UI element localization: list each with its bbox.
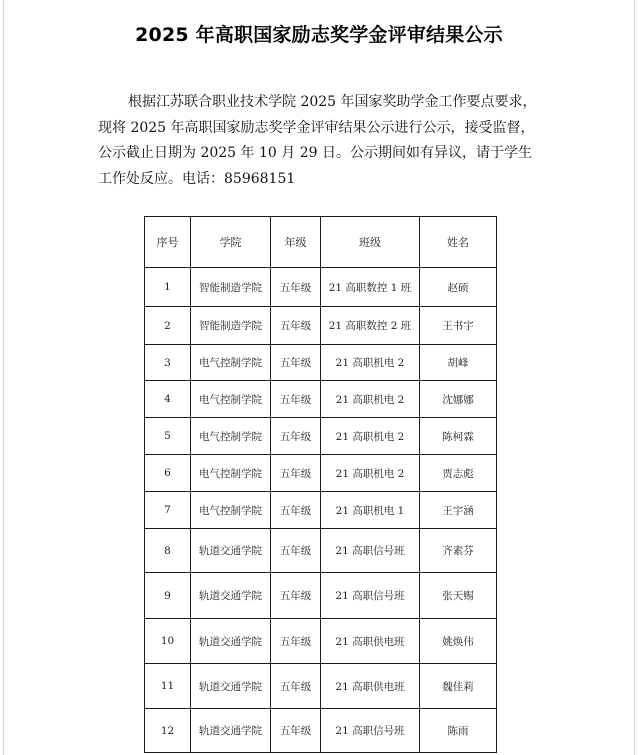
- header-grade: 年级: [271, 217, 321, 268]
- cell-grade: 五年级: [271, 307, 321, 345]
- cell-grade: 五年级: [271, 492, 321, 529]
- table-row: [145, 492, 497, 529]
- cell-grade: 五年级: [271, 381, 321, 418]
- cell-name: 沈娜娜: [420, 381, 497, 418]
- notice-line-4: 工作处反应。电话：85968151: [98, 170, 296, 187]
- cell-index: 1: [145, 268, 191, 307]
- cell-index: 4: [145, 381, 191, 418]
- table-row: [145, 418, 497, 455]
- notice-line-1: 根据江苏联合职业技术学院 2025 年国家奖助学金工作要点要求，: [128, 94, 537, 110]
- table-row: [145, 619, 497, 664]
- cell-index: 2: [145, 307, 191, 345]
- cell-index: 12: [145, 709, 191, 753]
- notice-line-2: 现将 2025 年高职国家励志奖学金评审结果公示进行公示，接受监督，: [98, 119, 535, 136]
- cell-class: 21 高职信号班: [321, 529, 420, 573]
- cell-college: 电气控制学院: [191, 381, 271, 418]
- cell-college: 轨道交通学院: [191, 573, 271, 619]
- table-row: [145, 573, 497, 619]
- cell-college: 智能制造学院: [191, 307, 271, 345]
- cell-name: 赵硕: [420, 268, 497, 307]
- table-row: [145, 664, 497, 709]
- cell-name: 胡峰: [420, 345, 497, 381]
- cell-name: 陈柯霖: [420, 418, 497, 455]
- header-class: 班级: [321, 217, 420, 268]
- header-index: 序号: [145, 217, 191, 268]
- cell-grade: 五年级: [271, 664, 321, 709]
- table-header-row: [145, 217, 497, 268]
- cell-college: 轨道交通学院: [191, 664, 271, 709]
- cell-class: 21 高职信号班: [321, 573, 420, 619]
- table-row: [145, 307, 497, 345]
- cell-college: 轨道交通学院: [191, 529, 271, 573]
- notice-line-3: 公示截止日期为 2025 年 10 月 29 日。公示期间如有异议，请于学生: [98, 145, 532, 161]
- cell-name: 张天赐: [420, 573, 497, 619]
- cell-grade: 五年级: [271, 619, 321, 664]
- cell-class: 21 高职机电 1: [321, 492, 420, 529]
- cell-college: 电气控制学院: [191, 455, 271, 492]
- cell-class: 21 高职供电班: [321, 619, 420, 664]
- cell-name: 陈雨: [420, 709, 497, 753]
- cell-class: 21 高职机电 2: [321, 455, 420, 492]
- cell-index: 10: [145, 619, 191, 664]
- document-title: 2025 年高职国家励志奖学金评审结果公示: [135, 24, 503, 46]
- page-edge-right: [634, 0, 635, 755]
- cell-name: 齐素芬: [420, 529, 497, 573]
- cell-college: 轨道交通学院: [191, 709, 271, 753]
- table-row: [145, 268, 497, 307]
- header-college: 学院: [191, 217, 271, 268]
- cell-college: 电气控制学院: [191, 418, 271, 455]
- cell-grade: 五年级: [271, 418, 321, 455]
- cell-grade: 五年级: [271, 573, 321, 619]
- cell-grade: 五年级: [271, 529, 321, 573]
- cell-name: 王宇涵: [420, 492, 497, 529]
- cell-class: 21 高职机电 2: [321, 418, 420, 455]
- notice-paragraph: [98, 90, 550, 192]
- cell-class: 21 高职机电 2: [321, 381, 420, 418]
- cell-class: 21 高职数控 2 班: [321, 307, 420, 345]
- header-name: 姓名: [420, 217, 497, 268]
- cell-index: 5: [145, 418, 191, 455]
- cell-grade: 五年级: [271, 268, 321, 307]
- cell-index: 3: [145, 345, 191, 381]
- cell-name: 姚焕伟: [420, 619, 497, 664]
- cell-name: 魏佳莉: [420, 664, 497, 709]
- cell-college: 电气控制学院: [191, 492, 271, 529]
- cell-class: 21 高职供电班: [321, 664, 420, 709]
- cell-index: 11: [145, 664, 191, 709]
- result-table: [144, 216, 497, 753]
- cell-college: 轨道交通学院: [191, 619, 271, 664]
- cell-name: 贾志彪: [420, 455, 497, 492]
- cell-grade: 五年级: [271, 709, 321, 753]
- table-row: [145, 529, 497, 573]
- table-row: [145, 345, 497, 381]
- cell-class: 21 高职数控 1 班: [321, 268, 420, 307]
- cell-index: 9: [145, 573, 191, 619]
- table-row: [145, 709, 497, 753]
- cell-college: 智能制造学院: [191, 268, 271, 307]
- cell-class: 21 高职机电 2: [321, 345, 420, 381]
- cell-index: 6: [145, 455, 191, 492]
- page-edge-left: [3, 0, 4, 755]
- cell-index: 8: [145, 529, 191, 573]
- cell-index: 7: [145, 492, 191, 529]
- cell-name: 王书宇: [420, 307, 497, 345]
- cell-class: 21 高职信号班: [321, 709, 420, 753]
- cell-grade: 五年级: [271, 455, 321, 492]
- cell-grade: 五年级: [271, 345, 321, 381]
- cell-college: 电气控制学院: [191, 345, 271, 381]
- table-row: [145, 455, 497, 492]
- table-row: [145, 381, 497, 418]
